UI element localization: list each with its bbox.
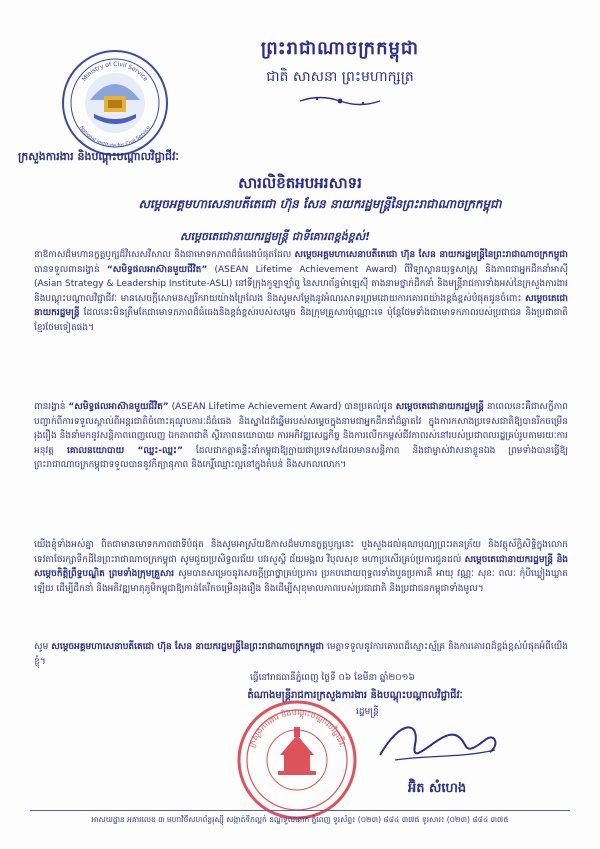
para1-award-en: (ASEAN Lifetime Achievement Award) xyxy=(207,264,405,275)
para2-text-b: បានប្រគល់ជូន xyxy=(344,402,396,412)
ministry-logo xyxy=(60,48,170,158)
kingdom-title: ព្រះរាជាណាចក្រកម្ពុជា xyxy=(260,38,420,59)
logo-bottom-text: National Institute for Civil Service xyxy=(78,124,152,150)
seal-text: ក្រសួងការងារ និងបណ្តុះបណ្តាលវិជ្ជាជីវៈ xyxy=(246,707,348,749)
footer-divider xyxy=(30,810,570,811)
letterhead xyxy=(190,36,490,108)
salutation: សម្តេចតេជោនាយករដ្ឋមន្ត្រី ជាទីគោរពខ្ពង់ខ្ពស់! xyxy=(180,230,371,243)
para3-text-a: យើងខ្ញុំទាំងអស់គ្នា ពិតជាមានមោទកភាពជាទីបំផុត និងសូមអាស្រ័យឱកាសដ៏មហានក្ខត្តឫក្សនេះ បួងសួងដល់គុណបុណ្យព្រះរតនត្រ័យ និងវត្ថុស័ក្តិសិទ្ធិក្នុងលោក ទេវតាថែរក្សាទឹកដីនៃព្រះរាជាណាចក្រកម្ពុជា សូមជួយប្រសិទ្ធពរជ័យ បវរសួស្តី ជ័យមង្គល វិបុលសុខ មហាប្រសើរគ្រប់ប្រការជូនដល់ xyxy=(34,540,568,565)
para1-text-d: ពីវិទ្យាស្ថានយុទ្ធសាស្ត្រ និងភាពជាអ្នកដឹកនាំអាស៊ី (Asian Strategy & Leadership Institute-ASLI) នៅទីក្រុងកូឡាឡាំពួ នៃសហព័ន្ធម៉ាឡេស៊ី តាងនាមថ្នាក់ដឹកនាំ និងមន្ត្រីរាជការទាំងអស់នៃក្រសួងការងារ និងបណ្តុះបណ្តាលវិជ្ជាជីវៈ មានសេចក្តីសោមនស្សរីករាយយ៉ាងក្រៃលែង និងសូមសម្តែងនូវអំណរសាទរព្រមដោយការគោរពយ៉ាងខ្ពង់ខ្ពស់បំផុតជូនចំពោះ xyxy=(34,264,569,304)
handwritten-signature xyxy=(360,700,510,780)
para1-text-a: នាឱកាសដ៏មហានក្ខត្តឫក្សដ៏វិសេសវិសាល និងជាមោទកភាពដ៏ធំធេងបំផុតដែល xyxy=(34,250,295,260)
letter-date: ធ្វើនៅរាជធានីភ្នំពេញ ថ្ងៃទី ០៦ ខែមីនា ឆ្នាំ២០១៦ xyxy=(250,673,415,683)
para2-text-f: ដែលជាកត្តាគន្លឹះនាំកម្ពុជាឱ្យក្លាយជាប្រទេសដែលមានសន្តិភាព និងជាម្ចាស់វាសនាខ្លួនឯង ព្រមទាំងបានធ្វើឱ្យព្រះរាជាណាចក្រកម្ពុជាទទួលបាននូវកិត្យានុភាព និងកេរ្តិ៍ឈ្មោះល្អនៅក្នុងតំបន់ និងសកលលោក។ xyxy=(34,445,569,470)
para1-text-c: បានទទួលពានរង្វាន់ xyxy=(34,264,107,275)
para2-text-d: នាពេលនេះគឺជាសក្ខីភាពបញ្ជាក់ពីការទទួលស្គាល់ពីអន្តរជាតិចំពោះគុណូបការៈដ៏ធំធេង និងស្នាដៃដ៏ឆ្នើមរបស់សម្តេចក្នុងនាមជាអ្នកដឹកនាំដ៏ឆ្លាតវៃ ក្នុងការកសាងប្រទេសជាតិឱ្យបានរីកចម្រើនរុងរឿង និងនាំមកនូវសន្តិភាពពេញលេញ ឯកភាពជាតិ ស្ថិរភាពនយោបាយ ការអភិវឌ្ឍសេដ្ឋកិច្ច និងការលើកកម្ពស់ជីវភាពរស់នៅរបស់ប្រជាពលរដ្ឋគ្រប់រូបតាមរយៈការអនុវត្ត xyxy=(34,402,568,456)
paragraph-4 xyxy=(34,640,568,669)
ornament-divider-icon xyxy=(295,94,385,108)
letter-title: សារលិខិតអបអរសាទរ xyxy=(238,174,362,192)
para2-award-en: (ASEAN Lifetime Achievement Award) xyxy=(168,402,345,412)
paragraph-3 xyxy=(34,538,568,596)
para1-bold-b: សម្តេចអគ្គមហាសេនាបតីតេជោ ហ៊ុន សែន នាយករដ្ឋមន្ត្រីនៃព្រះរាជាណាចក្រកម្ពុជា xyxy=(294,250,568,260)
letter-subtitle: សម្តេចអគ្គមហាសេនាបតីតេជោ ហ៊ុន សែន នាយករដ្ឋមន្ត្រីនៃព្រះរាជាណាចក្រកម្ពុជា xyxy=(138,197,502,211)
signatory-rank: រដ្ឋមន្ត្រី xyxy=(356,707,379,717)
para2-text-a: ពានរង្វាន់ xyxy=(34,402,69,412)
para3-bold-b: សម្តេចតេជោនាយករដ្ឋមន្ត្រី និងសម្តេចកិត្តិព្រឹទ្ធបណ្ឌិត ព្រមទាំងក្រុមគ្រួសារ xyxy=(34,554,568,579)
para1-bold-e: សម្តេចតេជោនាយករដ្ឋមន្ត្រី xyxy=(34,293,568,318)
logo-top-text: Ministry of Civil Service xyxy=(80,60,150,83)
signatory-title: តំណាងមន្ត្រីរាជការក្រសួងការងារ និងបណ្តុះបណ្តាលវិជ្ជាជីវៈ xyxy=(247,690,463,701)
para4-bold-b: សម្តេចអគ្គមហាសេនាបតីតេជោ ហ៊ុន សែន នាយករដ្ឋមន្ត្រីនៃព្រះរាជាណាចក្រកម្ពុជា xyxy=(51,642,324,652)
ministry-name: ក្រសួងការងារ និងបណ្តុះបណ្តាលវិជ្ជាជីវៈ xyxy=(18,150,179,163)
national-motto: ជាតិ សាសនា ព្រះមហាក្សត្រ xyxy=(266,69,414,85)
signer-name: អ៊ិត សំហេង xyxy=(408,781,467,796)
para2-bold-c: សម្តេចតេជោនាយករដ្ឋមន្ត្រី xyxy=(395,402,484,412)
para2-bold-e: គោលនយោបាយ “ឈ្នះ-ឈ្នះ” xyxy=(67,445,183,456)
official-seal xyxy=(232,695,362,825)
paragraph-2 xyxy=(34,400,568,473)
paragraph-1 xyxy=(34,248,568,335)
para2-award-kh: “សមិទ្ធផលអាស៊ានមួយជីវិត” xyxy=(68,402,169,412)
para3-text-c: សូមបានសម្រេចនូវសេចក្តីប្រាថ្នាគ្រប់ប្រការ ប្រកបដោយពុទ្ធពរទាំងបួនប្រការគឺ អាយុ វណ្ណៈ សុខៈ ពលៈ កុំបីឃ្លៀងឃ្លាតឡើយ ដើម្បីដឹកនាំ និងអភិវឌ្ឍមាតុភូមិកម្ពុជាឱ្យកាន់តែរីកចម្រើនរុងរឿង និងដើម្បីសុខុមាលភាពរបស់ប្រជាជាតិ និងប្រជាជនកម្ពុជាទាំងមូល។ xyxy=(34,569,568,594)
footer-address: អាសយដ្ឋាន អគារលេខ ៣ មហាវិថីសហព័ន្ធរុស្ស៊ី សង្កាត់ទឹកល្អក់ ខណ្ឌទួលគោក ភ្នំពេញ ទូរស័ព្ទ៖ (០២៣) ៨៨៤ ៣៧៥ ទូរសារ៖ (០២៣) ៨៨៤ ៣៧៥ xyxy=(91,815,509,824)
para1-text-f: ដែលនេះមិនត្រឹមតែជាមោទកភាពដ៏ធំធេងនិងខ្ពង់ខ្ពស់របស់សម្តេច និងក្រុមគ្រួសារប៉ុណ្ណោះទេ ប៉ុន្តែថែមទាំងជាមោទកភាពរបស់ប្រជាជន និងប្រជាជាតិខ្មែរថែមទៀតផង។ xyxy=(34,308,568,333)
para1-award-kh: “សមិទ្ធផលអាស៊ានមួយជីវិត” xyxy=(106,264,208,275)
para4-text-c: មេត្តាទទួលនូវការគោរពដ៏ស្មោះស្ម័គ្រ និងការគោរពដ៏ខ្ពង់ខ្ពស់បំផុតអំពីយើងខ្ញុំ។ xyxy=(34,642,568,667)
para4-text-a: សូម xyxy=(34,642,52,652)
